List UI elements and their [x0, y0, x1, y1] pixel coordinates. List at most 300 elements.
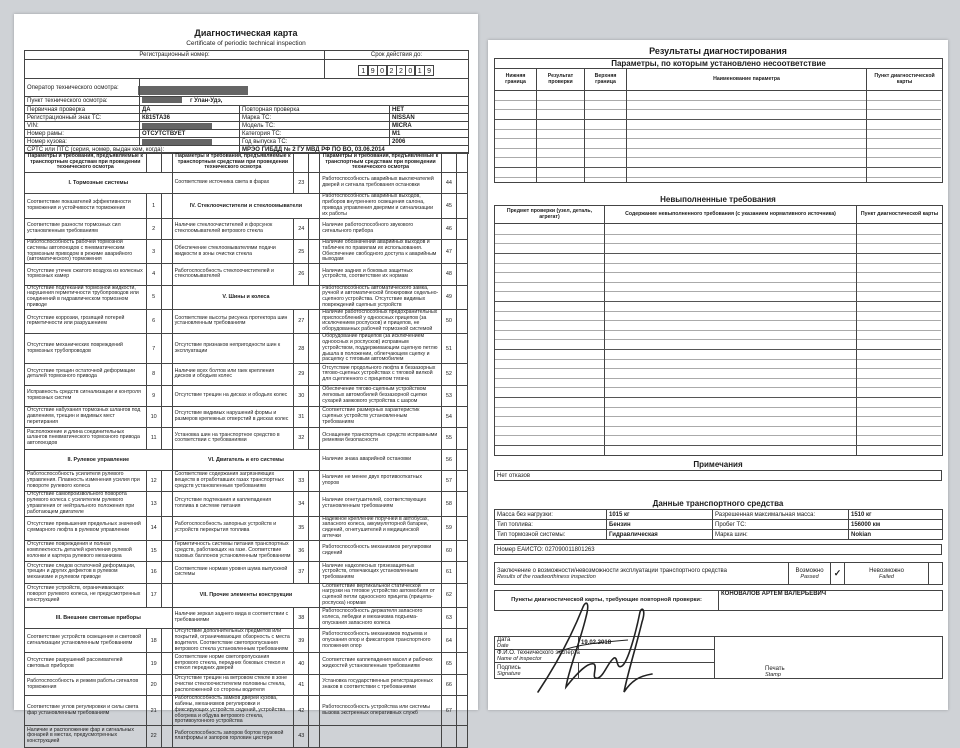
- item-mark-cell[interactable]: [457, 194, 468, 218]
- item-mark-cell[interactable]: [457, 607, 468, 628]
- requirement-text: Наличие и расположение фар и сигнальных фонарей в местах, предусмотренных конструкцией: [25, 726, 147, 747]
- number-header: [146, 153, 161, 173]
- reg-header-table: [24, 50, 469, 79]
- unmet-card-item-header: Пункт диагностической карты: [857, 206, 943, 224]
- item-mark-cell[interactable]: [457, 285, 468, 309]
- requirement-text: Отсутствие повреждения и полная комплектность деталей крепления рулевой колонки и картера рулевого механизма: [25, 540, 147, 561]
- item-mark-cell[interactable]: [161, 562, 172, 583]
- item-mark-cell[interactable]: [457, 173, 468, 194]
- item-mark-cell[interactable]: [309, 516, 320, 540]
- passed-checkbox[interactable]: ✓: [831, 563, 845, 585]
- item-number: 47: [441, 239, 456, 263]
- requirement-text: Наличие работоспособного звукового сигнального прибора: [320, 218, 442, 239]
- item-mark-cell[interactable]: [457, 239, 468, 263]
- item-number: 25: [294, 239, 309, 263]
- item-number: 26: [294, 264, 309, 285]
- requirement-text: Работоспособность автоматического замка, ручной и автоматической блокировки седельно-сцепного устройства. Отсутствие видимых повреждений сцепных устройств: [320, 285, 442, 309]
- curb-mass-value: 1015 кг: [607, 510, 713, 520]
- requirement-text: Оснащение транспортных средств исправными ремнями безопасности: [320, 428, 442, 449]
- requirement-text: Работоспособность рабочей тормозной системы автопоездов с пневматическим тормозным приводом в режиме аварийного (автоматического) торможения: [25, 239, 147, 263]
- requirement-text: Отсутствие признаков непригодности шин к эксплуатации: [172, 334, 294, 364]
- item-number: 42: [294, 696, 309, 726]
- brake-type-value: Гидравлическая: [607, 530, 713, 540]
- requirement-text: Соответствие каплепадения масел и рабочих жидкостей установленным требованиям: [320, 653, 442, 674]
- mileage-value: 156000 км: [849, 520, 943, 530]
- item-mark-cell[interactable]: [161, 492, 172, 516]
- section-heading: II. Рулевое управление: [25, 449, 173, 470]
- item-mark-cell[interactable]: [309, 629, 320, 653]
- item-number: 4: [146, 264, 161, 285]
- item-number: 53: [441, 385, 456, 406]
- item-number: 51: [441, 334, 456, 364]
- requirement-text: Работоспособность запорных устройств и устройств перекрытия топлива: [172, 516, 294, 540]
- mismatch-title: Параметры, по которым установлено несоответствие: [495, 59, 943, 69]
- item-mark-cell[interactable]: [309, 309, 320, 333]
- requirement-text: Оборудование прицепов (за исключением одноосных и роспусков) исправным устройством, поддерживающим сцепную петлю дышла в положении, облегчающем сцепку и расцепку с тяговым автомобилем: [320, 334, 442, 364]
- empty-cell: [441, 726, 456, 747]
- requirement-text: Отсутствие трещин остаточной деформации деталей тормозного привода: [25, 364, 147, 385]
- notes-table: [494, 470, 942, 481]
- primary-check-label: Первичная проверка: [25, 106, 140, 114]
- item-number: 66: [441, 674, 456, 695]
- subject-header: Предмет проверки (узел, деталь, агрегат): [495, 206, 605, 224]
- mark-header: [309, 153, 320, 173]
- conclusion-cell: [495, 563, 789, 585]
- item-mark-cell[interactable]: [309, 726, 320, 747]
- item-number: 2: [146, 218, 161, 239]
- item-mark-cell[interactable]: [457, 364, 468, 385]
- item-mark-cell[interactable]: [161, 385, 172, 406]
- item-mark-cell[interactable]: [309, 364, 320, 385]
- requirement-text: Работоспособность аварийных выключателей дверей и сигнала требования остановки: [320, 173, 442, 194]
- requirement-text: Исправность средств сигнализации и контроля тормозных систем: [25, 385, 147, 406]
- date-label-en: Date: [497, 643, 509, 649]
- date-value: 19.02.2018: [579, 637, 715, 650]
- item-number: 38: [294, 607, 309, 628]
- item-mark-cell[interactable]: [309, 239, 320, 263]
- item-number: 30: [294, 385, 309, 406]
- plate-label: Регистрационный знак ТС:: [25, 114, 140, 122]
- item-mark-cell[interactable]: [309, 334, 320, 364]
- item-mark-cell[interactable]: [457, 540, 468, 561]
- item-mark-cell[interactable]: [457, 406, 468, 427]
- requirement-text: Расположение и длина соединительных шлангов пневматического тормозного привода автопоездов: [25, 428, 147, 449]
- number-header: [441, 153, 456, 173]
- requirement-text: Соответствие разности тормозных сил установленным требованиям: [25, 218, 147, 239]
- expert-name: КОНОВАЛОВ АРТЕМ ВАЛЕРЬЕВИЧ: [719, 591, 943, 611]
- item-mark-cell[interactable]: [161, 285, 172, 309]
- diagnostic-card-page-1: [14, 14, 478, 745]
- requirement-text: Отсутствие превышения предельных значений суммарного люфта в рулевом управлении: [25, 516, 147, 540]
- item-mark-cell[interactable]: [309, 653, 320, 674]
- plate-value: К815ТА36: [140, 114, 240, 122]
- requirement-text: Соответствие высоты рисунка протектора шин установленным требованиям: [172, 309, 294, 333]
- make-label: Марка ТС:: [240, 114, 390, 122]
- item-number: 18: [146, 629, 161, 653]
- item-number: 27: [294, 309, 309, 333]
- item-mark-cell[interactable]: [309, 264, 320, 285]
- vehicle-data-title: Данные транспортного средства: [652, 499, 784, 508]
- item-number: 23: [294, 173, 309, 194]
- item-number: 57: [441, 470, 456, 491]
- passed-cell: [789, 563, 831, 585]
- item-number: 12: [146, 470, 161, 491]
- item-number: 17: [146, 583, 161, 607]
- requirement-text: Отсутствие подтекания и каплепадения топлива в системе питания: [172, 492, 294, 516]
- item-mark-cell[interactable]: [309, 173, 320, 194]
- curb-mass-label: Масса без нагрузки:: [495, 510, 607, 520]
- item-mark-cell[interactable]: [161, 516, 172, 540]
- requirement-text: Установка шин на транспортное средство в соответствии с требованиями: [172, 428, 294, 449]
- item-mark-cell[interactable]: [309, 385, 320, 406]
- item-number: 61: [441, 562, 456, 583]
- item-mark-cell[interactable]: [309, 428, 320, 449]
- item-number: 31: [294, 406, 309, 427]
- item-number: 64: [441, 629, 456, 653]
- item-number: 36: [294, 540, 309, 561]
- item-mark-cell[interactable]: [161, 194, 172, 218]
- stamp-label-en: Stamp: [765, 672, 781, 678]
- stamp-label: Печать: [765, 666, 785, 672]
- reg-number-label: Регистрационный номер:: [25, 51, 325, 60]
- item-mark-cell[interactable]: [457, 583, 468, 607]
- item-number: 13: [146, 492, 161, 516]
- item-number: 56: [441, 449, 456, 470]
- item-number: 50: [441, 309, 456, 333]
- requirement-text: Отсутствие разрушений рассеивателей световых приборов: [25, 653, 147, 674]
- lower-bound-header: Нижняя граница: [495, 69, 537, 91]
- section-heading: III. Внешние световые приборы: [25, 607, 173, 628]
- item-number: 29: [294, 364, 309, 385]
- repeat-check-value: НЕТ: [390, 106, 469, 114]
- model-value: MICRA: [390, 122, 469, 130]
- item-mark-cell[interactable]: [457, 218, 468, 239]
- item-mark-cell[interactable]: [457, 696, 468, 726]
- frame-label: Номер рамы:: [25, 130, 140, 138]
- item-mark-cell[interactable]: [457, 385, 468, 406]
- mark-header: [161, 153, 172, 173]
- requirement-text: Наличие знака аварийной остановки: [320, 449, 442, 470]
- item-number: 22: [146, 726, 161, 747]
- item-mark-cell[interactable]: [309, 607, 320, 628]
- failed-checkbox[interactable]: [929, 563, 943, 585]
- item-number: 35: [294, 516, 309, 540]
- item-mark-cell[interactable]: [457, 428, 468, 449]
- tire-brand-value: Nokian: [849, 530, 943, 540]
- reg-number-boxes: [25, 60, 325, 79]
- item-number: 40: [294, 653, 309, 674]
- passed-label: Возможно: [795, 567, 824, 574]
- category-value: M1: [390, 130, 469, 138]
- requirement-text: Работоспособность замков дверей кузова, кабины, механизмов регулировки и фиксирующих устройств сидений, устройства обогрева и обдува ветрового стекла, противоугонного устройства: [172, 696, 294, 726]
- requirement-text: Отсутствие устройств, ограничивающих поворот рулевого колеса, не предусмотренных конструкцией: [25, 583, 147, 607]
- eaisto-number: Номер ЕАИСТО: 027090011801263: [495, 545, 942, 555]
- item-mark-cell[interactable]: [309, 674, 320, 695]
- requirement-text: Соответствие показателей эффективности торможения и устойчивости торможения: [25, 194, 147, 218]
- item-number: 37: [294, 562, 309, 583]
- item-mark-cell[interactable]: [309, 470, 320, 491]
- item-number: 58: [441, 492, 456, 516]
- item-number: 28: [294, 334, 309, 364]
- item-number: 41: [294, 674, 309, 695]
- item-number: 16: [146, 562, 161, 583]
- category-label: Категория ТС:: [240, 130, 390, 138]
- item-number: 43: [294, 726, 309, 747]
- srts-value: МРЭО ГИБДД № 2 ГУ МВД РФ ПО ВО, 03.06.2014: [240, 146, 469, 154]
- item-number: 48: [441, 264, 456, 285]
- item-number: 7: [146, 334, 161, 364]
- requirement-text: Отсутствие видимых нарушений формы и размеров крепежных отверстий в дисках колес: [172, 406, 294, 427]
- item-mark-cell[interactable]: [457, 562, 468, 583]
- requirement-text: Отсутствие трещин на дисках и ободьях колес: [172, 385, 294, 406]
- tire-brand-label: Марка шин:: [713, 530, 849, 540]
- body-label: Номер кузова:: [25, 138, 140, 146]
- brake-type-label: Тип тормозной системы:: [495, 530, 607, 540]
- requirement-text: Наличие огнетушителей, соответствующих установленным требованиям: [320, 492, 442, 516]
- item-number: 11: [146, 428, 161, 449]
- requirement-text: Наличие работоспособных предохранительных приспособлений у одноосных прицепов (за исключением роспусков) и прицепов, не оборудованных рабочей тормозной системой: [320, 309, 442, 333]
- item-number: 21: [146, 696, 161, 726]
- item-number: 10: [146, 406, 161, 427]
- mileage-label: Пробег ТС:: [713, 520, 849, 530]
- requirement-text: Соответствие содержания загрязняющих веществ в отработавших газах транспортных средств установленным требованиям: [172, 470, 294, 491]
- item-mark-cell[interactable]: [457, 264, 468, 285]
- requirement-text: Наличие не менее двух противооткатных упоров: [320, 470, 442, 491]
- item-number: 32: [294, 428, 309, 449]
- model-label: Модель ТС:: [240, 122, 390, 130]
- check-result-header: Результат проверки: [537, 69, 585, 91]
- item-mark-cell[interactable]: [161, 726, 172, 747]
- item-number: 67: [441, 696, 456, 726]
- unmet-rows: [495, 225, 941, 455]
- section-heading: VII. Прочие элементы конструкции: [172, 583, 320, 607]
- number-header: [294, 153, 309, 173]
- inspection-items-table: [24, 152, 468, 748]
- requirement-text: Соответствие источника света в фарах: [172, 173, 294, 194]
- requirement-text: Работоспособность держателя запасного колеса, лебедки и механизма подъема-опускания запасного колеса: [320, 607, 442, 628]
- requirement-text: Соответствие вертикальной статической нагрузки на тяговое устройство автомобиля от сцепной петли одноосного прицепа (прицепа-роспуска) нормам: [320, 583, 442, 607]
- repeat-check-label: Повторная проверка: [240, 106, 390, 114]
- item-mark-cell[interactable]: [161, 364, 172, 385]
- redaction-vin: [142, 123, 212, 129]
- item-number: 8: [146, 364, 161, 385]
- signature-label-en: Signature: [497, 670, 521, 677]
- section-heading: VI. Двигатель и его системы: [172, 449, 320, 470]
- item-number: 34: [294, 492, 309, 516]
- parameters-header-1: Параметры и требования, предъявляемые к транспортным средствам при проведении технического осмотра: [25, 153, 147, 173]
- item-mark-cell[interactable]: [161, 540, 172, 561]
- requirement-text: Обеспечение стеклоомывателями подачи жидкости в зоны очистки стекла: [172, 239, 294, 263]
- conclusion-table: [494, 562, 943, 585]
- requirement-text: Отсутствие механических повреждений тормозных трубопроводов: [25, 334, 147, 364]
- unmet-title: Невыполненные требования: [660, 195, 776, 204]
- empty-cell: [457, 726, 468, 747]
- requirement-text: Работоспособность механизмов подъема и опускания опор и фиксаторов транспортного положения опор: [320, 629, 442, 653]
- item-number: 44: [441, 173, 456, 194]
- redaction-body: [142, 139, 212, 145]
- redaction-operator: [138, 86, 248, 95]
- item-number: 60: [441, 540, 456, 561]
- item-number: 14: [146, 516, 161, 540]
- section-heading: I. Тормозные системы: [25, 173, 173, 194]
- max-mass-label: Разрешенная максимальная масса:: [713, 510, 849, 520]
- station-label: Пункт технического осмотра:: [25, 97, 140, 106]
- item-mark-cell[interactable]: [457, 334, 468, 364]
- item-mark-cell[interactable]: [161, 653, 172, 674]
- item-mark-cell[interactable]: [309, 218, 320, 239]
- item-number: 19: [146, 653, 161, 674]
- item-number: 63: [441, 607, 456, 628]
- requirement-text: Соответствие норме светопропускания ветрового стекла, передних боковых стекол и стекол передних дверей: [172, 653, 294, 674]
- requirement-text: Надежное крепление поручней в автобусах, запасного колеса, аккумуляторной батареи, сидений, огнетушителей и медицинской аптечки: [320, 516, 442, 540]
- item-mark-cell[interactable]: [161, 428, 172, 449]
- notes-value: Нет отказов: [495, 471, 942, 481]
- requirement-text: Наличие задних и боковых защитных устройств, соответствие их нормам: [320, 264, 442, 285]
- date-label: Дата: [497, 637, 511, 643]
- fio-label: Ф.И.О. технического эксперта: [497, 650, 580, 656]
- requirement-text: Работоспособность устройства или системы вызова экстренных оперативных служб: [320, 696, 442, 726]
- requirement-text: Работоспособность аварийных выходов, приборов внутреннего освещения салона, привода управления дверями и сигнализации их работы: [320, 194, 442, 218]
- passed-label-en: Passed: [800, 573, 819, 580]
- item-number: 49: [441, 285, 456, 309]
- item-mark-cell[interactable]: [457, 516, 468, 540]
- eaisto-table: [494, 544, 942, 555]
- item-mark-cell[interactable]: [309, 562, 320, 583]
- srts-label: СРТС или ПТС (серия, номер, выдан кем, когда):: [25, 146, 240, 154]
- item-number: 54: [441, 406, 456, 427]
- requirement-header: Содержание невыполненного требования (с указанием нормативного источника): [605, 206, 857, 224]
- section-heading: V. Шины и колеса: [172, 285, 320, 309]
- requirement-text: Работоспособность и режим работы сигналов торможения: [25, 674, 147, 695]
- item-number: 15: [146, 540, 161, 561]
- repeat-check-label: Пункты диагностической карты, требующие повторной проверки:: [495, 591, 719, 611]
- requirement-text: Наличие стеклоочистителей и форсунок стеклоомывателей ветрового стекла: [172, 218, 294, 239]
- stamp-cell: [715, 637, 943, 679]
- requirement-text: Обеспечение тягово-сцепным устройством легковых автомобилей беззазорной сцепки сухарей замкового устройства с шаром: [320, 385, 442, 406]
- card-item-header: Пункт диагностической карты: [867, 69, 943, 91]
- primary-check-value: ДА: [140, 106, 240, 114]
- operator-label: Оператор технического осмотра:: [25, 79, 140, 97]
- item-mark-cell[interactable]: [161, 239, 172, 263]
- card-subtitle: Certificate of periodic technical inspection: [186, 40, 306, 47]
- requirement-text: Соответствие устройств освещения и световой сигнализации установленным требованиям: [25, 629, 147, 653]
- failed-label: Невозможно: [869, 567, 904, 574]
- conclusion-label-en: Results of the roadworthiness inspection: [497, 573, 596, 580]
- item-number: 52: [441, 364, 456, 385]
- requirement-text: Наличие обозначений аварийных выходов и табличек по правилам их использования. Обеспечение свободного доступа к аварийным выходам: [320, 239, 442, 263]
- requirement-text: Работоспособность стеклоочистителей и стеклоомывателей: [172, 264, 294, 285]
- failed-label-en: Failed: [879, 573, 894, 580]
- requirement-text: Работоспособность запоров бортов грузовой платформы и запоров горловин цистерн: [172, 726, 294, 747]
- item-mark-cell[interactable]: [161, 309, 172, 333]
- item-mark-cell[interactable]: [457, 309, 468, 333]
- fuel-type-value: Бензин: [607, 520, 713, 530]
- conclusion-label: Заключение о возможности/невозможности эксплуатации транспортного средства: [497, 567, 727, 574]
- requirement-text: Работоспособность механизмов регулировки сидений: [320, 540, 442, 561]
- item-mark-cell[interactable]: [161, 264, 172, 285]
- requirement-text: Установка государственных регистрационных знаков в соответствии с требованиями: [320, 674, 442, 695]
- item-mark-cell[interactable]: [457, 674, 468, 695]
- item-number: 3: [146, 239, 161, 263]
- notes-title: Примечания: [693, 460, 743, 469]
- item-mark-cell[interactable]: [309, 406, 320, 427]
- vehicle-data-table: [494, 509, 943, 540]
- item-mark-cell[interactable]: [161, 696, 172, 726]
- item-mark-cell[interactable]: [457, 449, 468, 470]
- signature-label: Подпись: [497, 664, 521, 671]
- frame-value: ОТСУТСТВУЕТ: [140, 130, 240, 138]
- valid-until-boxes: 1 9 0 2 2 0 1 9: [325, 60, 469, 79]
- item-mark-cell[interactable]: [161, 629, 172, 653]
- section-heading: IV. Стеклоочистители и стеклоомыватели: [172, 194, 320, 218]
- requirement-text: Отсутствие коррозии, грозящей потерей герметичности или разрушением: [25, 309, 147, 333]
- year-label: Год выпуска ТС:: [240, 138, 390, 146]
- item-number: 1: [146, 194, 161, 218]
- item-number: 46: [441, 218, 456, 239]
- item-number: 5: [146, 285, 161, 309]
- requirement-text: Отсутствие самопроизвольного поворота рулевого колеса с усилителем рулевого управления от нейтрального положения при работающем двигателе: [25, 492, 147, 516]
- item-number: 65: [441, 653, 456, 674]
- diagnostic-card-page-2: [488, 40, 948, 710]
- requirement-text: Соответствие нормам уровня шума выпускной системы: [172, 562, 294, 583]
- requirement-text: Наличие зеркал заднего вида в соответствии с требованиями: [172, 607, 294, 628]
- item-mark-cell[interactable]: [161, 470, 172, 491]
- item-number: 33: [294, 470, 309, 491]
- item-mark-cell[interactable]: [309, 696, 320, 726]
- item-number: 59: [441, 516, 456, 540]
- requirement-text: Соответствие углов регулировки и силы света фар установленным требованиям: [25, 696, 147, 726]
- requirement-text: Отсутствие продольного люфта в беззазорных тягово-сцепных устройствах с тяговой вилкой для сцепленного с прицепом тягача: [320, 364, 442, 385]
- redaction-station: [142, 97, 182, 103]
- fio-label-en: Name of inspector: [497, 656, 542, 662]
- card-title: Диагностическая карта: [194, 28, 298, 38]
- failed-cell: [845, 563, 929, 585]
- item-number: 39: [294, 629, 309, 653]
- max-mass-value: 1510 кг: [849, 510, 943, 520]
- empty-cell: [320, 726, 442, 747]
- requirement-text: Герметичность системы питания транспортных средств, работающих на газе. Соответствие газовых баллонов установленным требованиям: [172, 540, 294, 561]
- upper-bound-header: Верхняя граница: [585, 69, 627, 91]
- item-mark-cell[interactable]: [161, 334, 172, 364]
- requirement-text: Отсутствие подтеканий тормозной жидкости, нарушения герметичности трубопроводов или соединений в гидравлическом тормозном приводе: [25, 285, 147, 309]
- requirement-text: Наличие надколесных грязезащитных устройств, отвечающих установленным требованиям: [320, 562, 442, 583]
- item-number: 62: [441, 583, 456, 607]
- item-mark-cell[interactable]: [161, 406, 172, 427]
- item-mark-cell[interactable]: [457, 653, 468, 674]
- item-mark-cell[interactable]: [309, 540, 320, 561]
- item-mark-cell[interactable]: [161, 583, 172, 607]
- valid-until-label: Срок действия до:: [325, 51, 469, 60]
- item-mark-cell[interactable]: [457, 470, 468, 491]
- item-mark-cell[interactable]: [457, 492, 468, 516]
- item-mark-cell[interactable]: [161, 218, 172, 239]
- item-mark-cell[interactable]: [457, 629, 468, 653]
- item-number: 6: [146, 309, 161, 333]
- requirement-text: Отсутствие трещин на ветровом стекле в зоне очистки стеклоочистителем половины стекла, расположенной со стороны водителя: [172, 674, 294, 695]
- item-mark-cell[interactable]: [161, 674, 172, 695]
- fuel-type-label: Тип топлива:: [495, 520, 607, 530]
- vin-label: VIN:: [25, 122, 140, 130]
- parameter-name-header: Наименование параметра: [627, 69, 867, 91]
- requirement-text: Отсутствие набухания тормозных шлангов под давлением, трещин и видимых мест перетирания: [25, 406, 147, 427]
- requirement-text: Отсутствие следов остаточной деформации, трещин и других дефектов в рулевом механизме и рулевом приводе: [25, 562, 147, 583]
- item-number: 45: [441, 194, 456, 218]
- requirement-text: Отсутствие утечек сжатого воздуха из колесных тормозных камер: [25, 264, 147, 285]
- year-value: 2006: [390, 138, 469, 146]
- station-value: г Улан-Удэ,: [140, 97, 469, 106]
- item-number: 9: [146, 385, 161, 406]
- item-mark-cell[interactable]: [309, 492, 320, 516]
